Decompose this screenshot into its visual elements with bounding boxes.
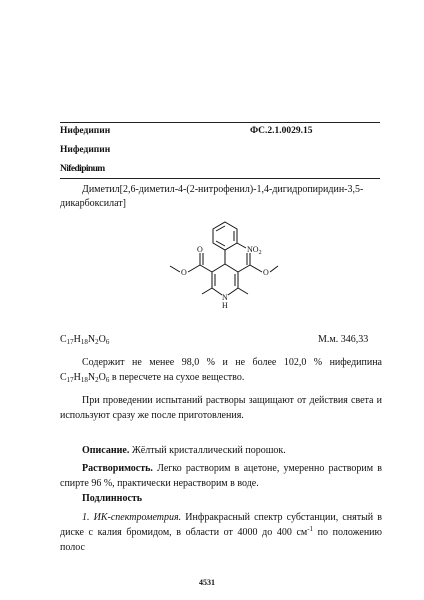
solubility-label: Растворимость. bbox=[82, 463, 153, 474]
chemical-name: Диметил[2,6-диметил-4-(2-нитрофенил)-1,4-дигидропиридин-3,5-дикарбоксилат] bbox=[60, 184, 364, 209]
ring-nh-hydrogen: H bbox=[222, 301, 228, 310]
nitro-label: $NO_2$ bbox=[247, 245, 262, 256]
description: Описание. Жёлтый кристаллический порошок. bbox=[82, 445, 286, 456]
solubility: Растворимость. Легко растворим в ацетоне, умеренно растворим в спирте 96 %, практически нерастворим в воде. bbox=[60, 463, 382, 489]
description-label: Описание. bbox=[82, 445, 130, 456]
ir-spectrometry: 1. ИК-спектрометрия. Инфракрасный спектр субстанции, снятый в диске с калия бромидом, в области от 4000 до 400 $см^{-1}$ по положению полос bbox=[60, 512, 383, 553]
title-latin: Nifedipinum bbox=[60, 164, 105, 174]
light-protection-note: При проведении испытаний растворы защищают от действия света и используют сразу же после приготовления. bbox=[60, 395, 382, 421]
page-number: 4531 bbox=[199, 578, 215, 587]
structural-formula bbox=[150, 216, 280, 320]
ring-nitrogen: N bbox=[222, 293, 228, 302]
molecular-formula: $C_{17}H_{18}N_2O_6$ bbox=[60, 334, 110, 346]
content-statement: Содержит не менее 98,0 % и не более 102,0 % нифедипина $C_{17}H_{18}N_2O_6$ в пересчете на сухое вещество. bbox=[60, 357, 382, 384]
title-ru-2: Нифедипин bbox=[60, 145, 111, 155]
molar-mass: М.м. 346,33 bbox=[318, 334, 369, 345]
carbonyl-o-left: O bbox=[197, 245, 203, 254]
identity-heading: Подлинность bbox=[82, 493, 143, 504]
top-rule bbox=[60, 122, 380, 123]
title-ru: Нифедипин bbox=[60, 126, 111, 136]
ester-o-left: O bbox=[181, 268, 187, 277]
monograph-code: ФС.2.1.0029.15 bbox=[250, 126, 313, 136]
ester-o-right: O bbox=[263, 268, 269, 277]
header-bottom-rule bbox=[60, 178, 380, 179]
ir-label: 1. ИК-спектрометрия. bbox=[82, 512, 182, 523]
